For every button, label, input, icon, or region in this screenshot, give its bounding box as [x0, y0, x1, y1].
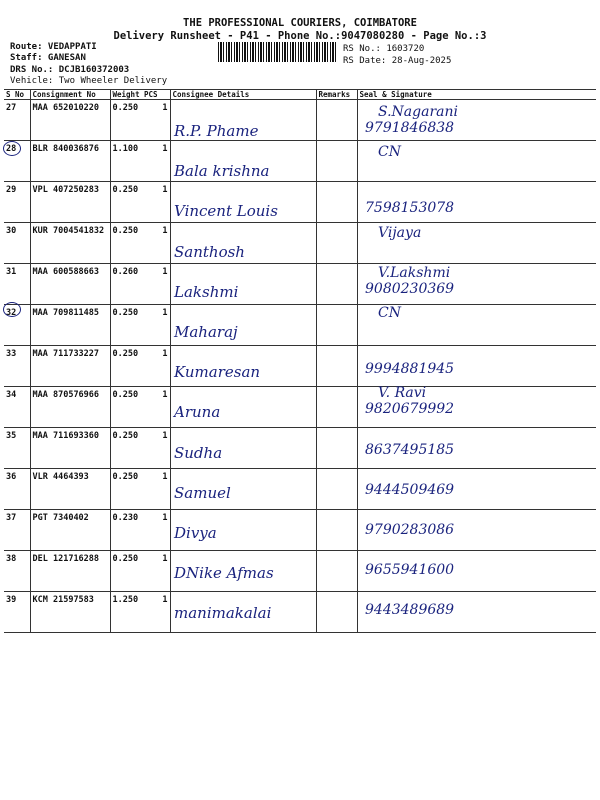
sno-cell: 29	[4, 182, 30, 223]
handwritten-consignee-name: Lakshmi	[174, 282, 239, 301]
handwritten-signature: V. Ravi	[378, 385, 427, 402]
remarks-cell	[316, 428, 357, 469]
rs-number: RS No.: 1603720	[343, 44, 425, 54]
table-row	[4, 346, 596, 387]
pcs-cell: 1	[142, 346, 170, 387]
weight-cell: 0.260	[110, 264, 142, 305]
pcs-cell: 1	[142, 305, 170, 346]
handwritten-consignee-name: Divya	[174, 524, 217, 542]
remarks-cell	[316, 510, 357, 551]
sno-cell: 38	[4, 551, 30, 592]
weight-cell: 0.250	[110, 100, 142, 141]
handwritten-consignee-name: Maharaj	[174, 323, 238, 341]
handwritten-consignee-name: Santhosh	[174, 242, 245, 261]
table-row	[4, 387, 596, 428]
pcs-cell: 1	[142, 182, 170, 223]
handwritten-phone-number: 9655941600	[365, 562, 455, 579]
handwritten-consignee-name: Bala krishna	[174, 162, 270, 181]
handwritten-consignee-name: Sudha	[174, 443, 223, 462]
column-header-weight: Weight	[110, 90, 142, 100]
remarks-cell	[316, 305, 357, 346]
consignment-cell: PGT 7340402	[30, 510, 110, 551]
consignment-cell: BLR 840036876	[30, 141, 110, 182]
document-title: THE PROFESSIONAL COURIERS, COIMBATORE	[183, 17, 417, 29]
remarks-cell	[316, 264, 357, 305]
handwritten-phone-number: 9791846838	[365, 120, 455, 136]
pcs-cell: 1	[142, 510, 170, 551]
pcs-cell: 1	[142, 100, 170, 141]
remarks-cell	[316, 223, 357, 264]
consignment-cell: MAA 870576966	[30, 387, 110, 428]
pcs-cell: 1	[142, 141, 170, 182]
handwritten-signature: V.Lakshmi	[378, 264, 451, 281]
document-subtitle: Delivery Runsheet - P41 - Phone No.:9047080280 - Page No.:3	[113, 30, 487, 42]
sno-cell: 37	[4, 510, 30, 551]
circled-serial-mark	[3, 302, 21, 317]
consignment-cell: KCM 21597583	[30, 592, 110, 633]
weight-cell: 1.250	[110, 592, 142, 633]
handwritten-phone-number: 9790283086	[365, 522, 455, 538]
column-header-consignment: Consignment No	[30, 90, 110, 100]
handwritten-consignee-name: Vincent Louis	[174, 202, 278, 221]
handwritten-phone-number: 7598153078	[365, 200, 455, 217]
table-row	[4, 428, 596, 469]
handwritten-signature: S.Nagarani	[378, 104, 458, 120]
column-header-remarks: Remarks	[316, 90, 357, 100]
handwritten-phone-number: 9080230369	[365, 280, 455, 297]
pcs-cell: 1	[142, 223, 170, 264]
table-row	[4, 510, 596, 551]
sno-cell: 30	[4, 223, 30, 264]
consignment-cell: MAA 600588663	[30, 264, 110, 305]
sno-cell: 28	[4, 141, 30, 182]
staff-label: Staff: GANESAN	[10, 53, 86, 63]
pcs-cell: 1	[142, 387, 170, 428]
table-row	[4, 264, 596, 305]
weight-cell: 0.250	[110, 346, 142, 387]
table-row	[4, 141, 596, 182]
remarks-cell	[316, 141, 357, 182]
consignment-cell: VLR 4464393	[30, 469, 110, 510]
handwritten-phone-number: 8637495185	[365, 441, 455, 458]
weight-cell: 0.250	[110, 387, 142, 428]
table-row	[4, 551, 596, 592]
remarks-cell	[316, 387, 357, 428]
drs-number: DRS No.: DCJB160372003	[10, 65, 130, 75]
pcs-cell: 1	[142, 592, 170, 633]
remarks-cell	[316, 551, 357, 592]
vehicle-label: Vehicle: Two Wheeler Delivery	[10, 76, 168, 86]
handwritten-signature: CN	[378, 144, 401, 161]
handwritten-consignee-name: Kumaresan	[174, 363, 261, 382]
route-label: Route: VEDAPPATI	[10, 42, 97, 52]
pcs-cell: 1	[142, 264, 170, 305]
rs-date: RS Date: 28-Aug-2025	[343, 56, 452, 66]
runsheet-table	[4, 89, 596, 633]
handwritten-consignee-name: R.P. Phame	[174, 122, 259, 140]
weight-cell: 0.250	[110, 428, 142, 469]
consignment-cell: MAA 711733227	[30, 346, 110, 387]
column-header-signature: Seal & Signature	[357, 90, 596, 100]
weight-cell: 0.250	[110, 223, 142, 264]
table-row	[4, 223, 596, 264]
weight-cell: 0.250	[110, 305, 142, 346]
handwritten-consignee-name: manimakalai	[174, 604, 272, 623]
pcs-cell: 1	[142, 428, 170, 469]
table-row	[4, 469, 596, 510]
column-header-sno: S No	[4, 90, 30, 100]
consignment-cell: VPL 407250283	[30, 182, 110, 223]
sno-cell: 35	[4, 428, 30, 469]
sno-cell: 36	[4, 469, 30, 510]
table-row	[4, 305, 596, 346]
remarks-cell	[316, 592, 357, 633]
consignment-cell: MAA 711693360	[30, 428, 110, 469]
remarks-cell	[316, 469, 357, 510]
sno-cell: 39	[4, 592, 30, 633]
sno-cell: 33	[4, 346, 30, 387]
handwritten-signature: Vijaya	[378, 224, 422, 241]
remarks-cell	[316, 182, 357, 223]
table-header-row	[4, 90, 596, 100]
handwritten-phone-number: 9820679992	[365, 401, 455, 418]
handwritten-consignee-name: Aruna	[174, 403, 221, 422]
weight-cell: 1.100	[110, 141, 142, 182]
sno-cell: 32	[4, 305, 30, 346]
handwritten-signature: CN	[378, 305, 401, 321]
column-header-consignee: Consignee Details	[170, 90, 316, 100]
sno-cell: 34	[4, 387, 30, 428]
pcs-cell: 1	[142, 551, 170, 592]
barcode-image	[218, 42, 338, 62]
handwritten-consignee-name: DNike Afmas	[174, 564, 274, 583]
table-row	[4, 100, 596, 141]
consignment-cell: MAA 652010220	[30, 100, 110, 141]
table-row	[4, 592, 596, 633]
handwritten-phone-number: 9443489689	[365, 602, 455, 619]
pcs-cell: 1	[142, 469, 170, 510]
handwritten-phone-number: 9444509469	[365, 481, 455, 498]
weight-cell: 0.230	[110, 510, 142, 551]
sno-cell: 31	[4, 264, 30, 305]
column-header-pcs: PCS	[142, 90, 170, 100]
remarks-cell	[316, 100, 357, 141]
handwritten-consignee-name: Samuel	[174, 483, 231, 502]
consignment-cell: DEL 121716288	[30, 551, 110, 592]
table-row	[4, 182, 596, 223]
weight-cell: 0.250	[110, 182, 142, 223]
consignment-cell: KUR 7004541832	[30, 223, 110, 264]
handwritten-phone-number: 9994881945	[365, 361, 455, 378]
consignment-cell: MAA 709811485	[30, 305, 110, 346]
weight-cell: 0.250	[110, 469, 142, 510]
sno-cell: 27	[4, 100, 30, 141]
weight-cell: 0.250	[110, 551, 142, 592]
remarks-cell	[316, 346, 357, 387]
